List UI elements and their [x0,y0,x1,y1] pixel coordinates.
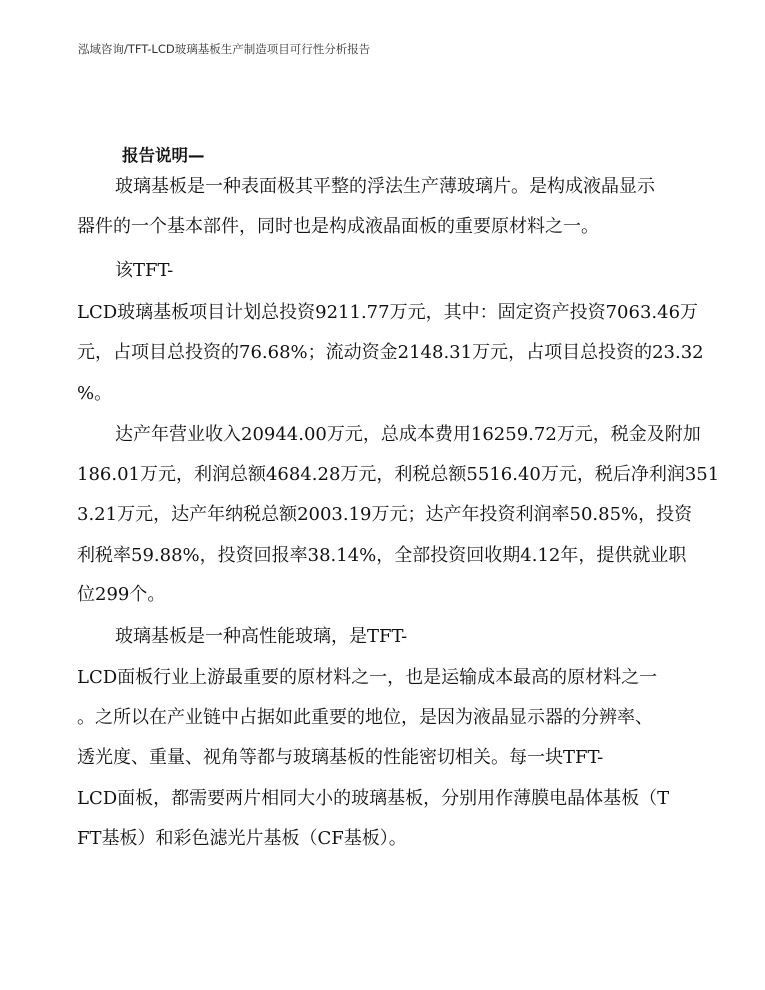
paragraph-line: 透光度、重量、视角等都与玻璃基板的性能密切相关。每一块TFT- [77,747,604,768]
paragraph-line: 3.21万元，达产年纳税总额2003.19万元；达产年投资利润率50.85%，投资 [77,504,693,525]
paragraph-line: FT基板）和彩色滤光片基板（CF基板）。 [77,828,407,849]
paragraph-line: %。 [77,383,113,404]
paragraph-line: 利税率59.88%，投资回报率38.14%，全部投资回收期4.12年，提供就业职 [77,545,687,566]
running-header: 泓域咨询/TFT-LCD玻璃基板生产制造项目可行性分析报告 [78,42,371,56]
paragraph-line: LCD面板行业上游最重要的原材料之一，也是运输成本最高的原材料之一 [77,667,658,688]
paragraph-line: 玻璃基板是一种表面极其平整的浮法生产薄玻璃片。是构成液晶显示 [115,176,655,197]
paragraph-line: 达产年营业收入20944.00万元，总成本费用16259.72万元，税金及附加 [115,424,701,445]
paragraph-line: LCD玻璃基板项目计划总投资9211.77万元，其中：固定资产投资7063.46万 [77,302,699,323]
paragraph-line: 玻璃基板是一种高性能玻璃，是TFT- [115,626,408,647]
section-heading: 报告说明— [122,146,205,165]
paragraph-line: 元，占项目总投资的76.68%；流动资金2148.31万元，占项目总投资的23.32 [77,342,704,363]
paragraph-line: 186.01万元，利润总额4684.28万元，利税总额5516.40万元，税后净利润351 [77,464,720,485]
paragraph-line: 器件的一个基本部件，同时也是构成液晶面板的重要原材料之一。 [77,216,599,237]
paragraph-line: 位299个。 [77,584,166,605]
paragraph-line: 。之所以在产业链中占据如此重要的地位，是因为液晶显示器的分辨率、 [77,707,653,728]
paragraph-line: LCD面板，都需要两片相同大小的玻璃基板，分别用作薄膜电晶体基板（T [77,788,670,809]
paragraph-line: 该TFT- [115,260,174,281]
header-divider [78,62,688,63]
